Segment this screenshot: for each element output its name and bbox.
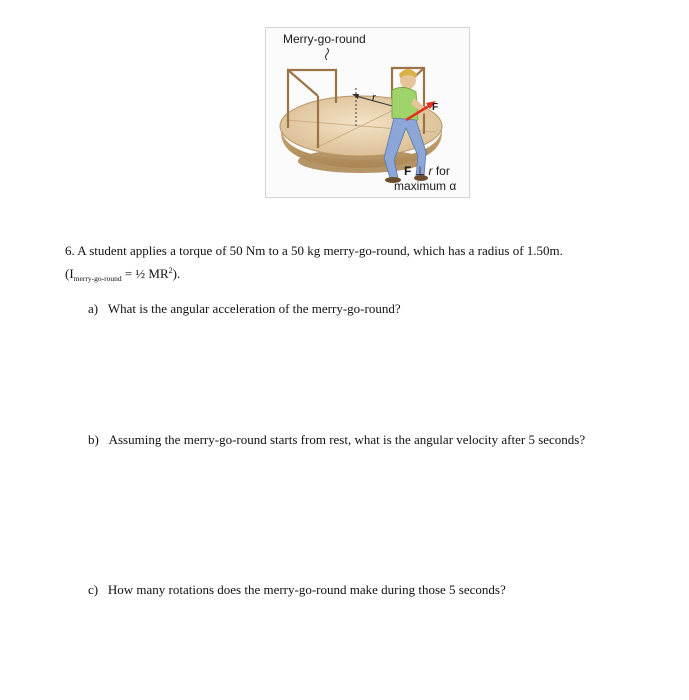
merry-go-round-figure bbox=[265, 27, 470, 198]
caption-line-2: maximum α bbox=[394, 179, 457, 193]
part-a bbox=[88, 301, 401, 317]
inertia-formula bbox=[65, 263, 180, 287]
question-text: A student applies a torque of 50 Nm to a 50 kg merry-go-round, which has a radius of 1.50m. bbox=[77, 243, 563, 258]
question-line-1 bbox=[65, 243, 563, 259]
figure-title: Merry-go-round bbox=[283, 32, 366, 46]
caption-for: for bbox=[435, 164, 450, 178]
inertia-open: (I bbox=[65, 266, 74, 281]
inertia-eq: = ½ MR bbox=[121, 266, 169, 281]
part-b bbox=[88, 432, 585, 448]
caption-line-1 bbox=[404, 164, 450, 178]
part-a-label: a) bbox=[88, 301, 99, 316]
inertia-close: ). bbox=[172, 266, 181, 281]
question-number: 6. bbox=[65, 243, 75, 258]
part-b-text: Assuming the merry-go-round starts from rest, what is the angular velocity after 5 seconds? bbox=[108, 432, 586, 447]
radius-label: r bbox=[372, 92, 376, 104]
caption-f: F bbox=[404, 164, 412, 178]
part-c-label: c) bbox=[88, 582, 99, 597]
caption-perp: ⊥ bbox=[414, 164, 426, 178]
part-a-text: What is the angular acceleration of the merry-go-round? bbox=[107, 301, 401, 316]
inertia-subscript: merry-go-round bbox=[73, 274, 122, 283]
part-c-text: How many rotations does the merry-go-round make during those 5 seconds? bbox=[107, 582, 506, 597]
force-label: F bbox=[432, 102, 439, 113]
inertia-superscript: 2 bbox=[168, 266, 173, 275]
part-b-label: b) bbox=[88, 432, 99, 447]
part-c bbox=[88, 582, 506, 598]
label-pointer bbox=[326, 48, 329, 60]
caption-r: r bbox=[428, 164, 433, 178]
